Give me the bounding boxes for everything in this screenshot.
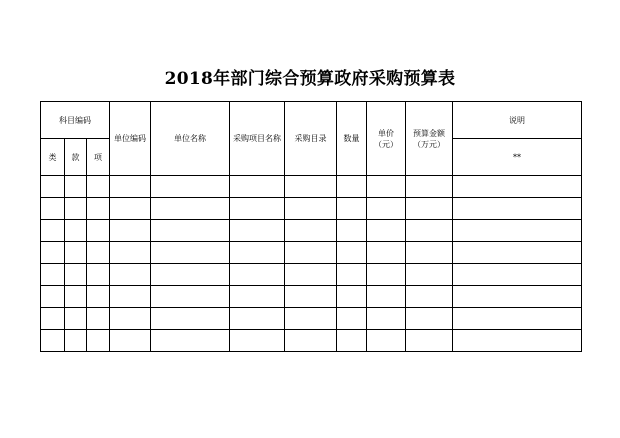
table-row bbox=[41, 308, 582, 330]
header-budget-amount-label: 预算金额 bbox=[413, 128, 445, 138]
table-cell bbox=[65, 286, 87, 308]
table-cell bbox=[151, 264, 230, 286]
table-cell bbox=[406, 264, 453, 286]
table-row bbox=[41, 176, 582, 198]
table-cell bbox=[406, 198, 453, 220]
table-cell bbox=[110, 242, 151, 264]
header-item: 项 bbox=[87, 139, 110, 176]
table-cell bbox=[87, 330, 110, 352]
header-remarks: 说明 bbox=[453, 102, 582, 139]
table-cell bbox=[406, 286, 453, 308]
table-cell bbox=[337, 220, 367, 242]
header-section: 款 bbox=[65, 139, 87, 176]
page-title: 2018年部门综合预算政府采购预算表 bbox=[164, 69, 456, 89]
header-class: 类 bbox=[41, 139, 65, 176]
table-cell bbox=[41, 198, 65, 220]
table-cell bbox=[110, 220, 151, 242]
table-cell bbox=[337, 264, 367, 286]
table-cell bbox=[110, 264, 151, 286]
table-row bbox=[41, 264, 582, 286]
header-quantity: 数量 bbox=[337, 102, 367, 176]
table-cell bbox=[367, 286, 406, 308]
table-cell bbox=[367, 242, 406, 264]
header-budget-amount-unit: （万元） bbox=[413, 139, 445, 149]
table-cell bbox=[41, 264, 65, 286]
table-cell bbox=[453, 176, 582, 198]
table-cell bbox=[230, 198, 285, 220]
header-procurement-item-name: 采购项目名称 bbox=[230, 102, 285, 176]
table-cell bbox=[337, 198, 367, 220]
table-cell bbox=[151, 242, 230, 264]
header-procurement-catalog: 采购目录 bbox=[285, 102, 337, 176]
table-cell bbox=[285, 264, 337, 286]
table-cell bbox=[337, 286, 367, 308]
table-cell bbox=[367, 330, 406, 352]
table-cell bbox=[406, 242, 453, 264]
table-cell bbox=[230, 176, 285, 198]
table-cell bbox=[285, 220, 337, 242]
table-cell bbox=[453, 198, 582, 220]
table-cell bbox=[230, 220, 285, 242]
table-cell bbox=[285, 286, 337, 308]
table-cell bbox=[453, 242, 582, 264]
table-cell bbox=[151, 220, 230, 242]
table-cell bbox=[41, 176, 65, 198]
header-row-top bbox=[41, 102, 582, 139]
header-unit-price-label: 单价 bbox=[378, 128, 394, 138]
table-cell bbox=[230, 264, 285, 286]
table-cell bbox=[87, 220, 110, 242]
table-cell bbox=[367, 220, 406, 242]
table-cell bbox=[151, 308, 230, 330]
table-cell bbox=[65, 176, 87, 198]
table-cell bbox=[65, 264, 87, 286]
table-cell bbox=[87, 308, 110, 330]
table-cell bbox=[65, 242, 87, 264]
table-cell bbox=[337, 330, 367, 352]
table-cell bbox=[41, 220, 65, 242]
table-cell bbox=[110, 176, 151, 198]
table-cell bbox=[110, 198, 151, 220]
header-unit-price-unit: （元） bbox=[374, 139, 398, 149]
table-cell bbox=[285, 176, 337, 198]
table-cell bbox=[453, 220, 582, 242]
table-cell bbox=[65, 330, 87, 352]
table-cell bbox=[453, 330, 582, 352]
table-cell bbox=[406, 330, 453, 352]
header-unit-code: 单位编码 bbox=[110, 102, 151, 176]
table-cell bbox=[453, 308, 582, 330]
header-remarks-sub: ** bbox=[453, 139, 582, 176]
table-row bbox=[41, 198, 582, 220]
table-cell bbox=[110, 308, 151, 330]
table-cell bbox=[230, 286, 285, 308]
table-cell bbox=[285, 308, 337, 330]
table-cell bbox=[151, 176, 230, 198]
table-row bbox=[41, 242, 582, 264]
table-cell bbox=[87, 264, 110, 286]
table-cell bbox=[87, 286, 110, 308]
table-cell bbox=[453, 264, 582, 286]
table-cell bbox=[87, 176, 110, 198]
table-cell bbox=[230, 308, 285, 330]
table-cell bbox=[406, 176, 453, 198]
table-cell bbox=[406, 220, 453, 242]
table-cell bbox=[151, 286, 230, 308]
table-row bbox=[41, 330, 582, 352]
table-cell bbox=[41, 308, 65, 330]
header-budget-amount bbox=[406, 102, 453, 176]
header-subject-code: 科目编码 bbox=[41, 102, 110, 139]
table-cell bbox=[285, 198, 337, 220]
table-cell bbox=[230, 242, 285, 264]
table-cell bbox=[41, 286, 65, 308]
procurement-budget-table bbox=[40, 101, 582, 352]
table-cell bbox=[41, 330, 65, 352]
table-cell bbox=[110, 330, 151, 352]
table-cell bbox=[65, 308, 87, 330]
table-cell bbox=[453, 286, 582, 308]
table-cell bbox=[87, 242, 110, 264]
table-cell bbox=[406, 308, 453, 330]
table-row bbox=[41, 220, 582, 242]
table-cell bbox=[285, 330, 337, 352]
table-cell bbox=[65, 198, 87, 220]
table-cell bbox=[337, 242, 367, 264]
header-unit-price bbox=[367, 102, 406, 176]
header-unit-name: 单位名称 bbox=[151, 102, 230, 176]
table-cell bbox=[367, 198, 406, 220]
table-cell bbox=[337, 176, 367, 198]
table-cell bbox=[367, 264, 406, 286]
table-cell bbox=[367, 176, 406, 198]
table-cell bbox=[285, 242, 337, 264]
table-cell bbox=[230, 330, 285, 352]
table-cell bbox=[65, 220, 87, 242]
table-cell bbox=[151, 198, 230, 220]
table-cell bbox=[337, 308, 367, 330]
table-cell bbox=[151, 330, 230, 352]
table-cell bbox=[110, 286, 151, 308]
table-cell bbox=[41, 242, 65, 264]
table-cell bbox=[367, 308, 406, 330]
table-cell bbox=[87, 198, 110, 220]
table-row bbox=[41, 286, 582, 308]
